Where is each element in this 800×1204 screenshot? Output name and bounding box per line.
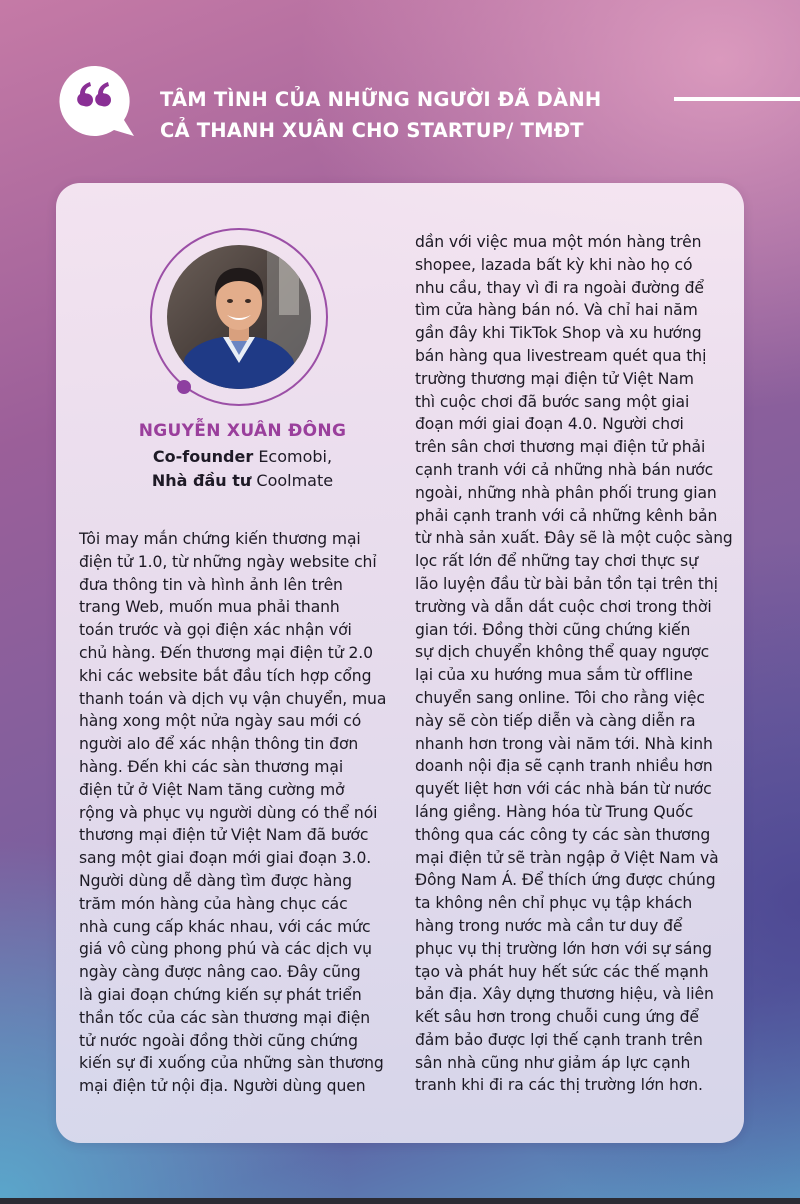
ring-accent-dot — [177, 380, 191, 394]
article-line: tạo và phát huy hết sức các thế mạnh — [415, 962, 709, 981]
article-line: ngoài, những nhà phân phối trung gian — [415, 483, 717, 502]
article-line: giá vô cùng phong phú và các dịch vụ — [79, 940, 372, 959]
article-line: bán hàng qua livestream quét qua thị — [415, 346, 707, 365]
article-line: nhà cung cấp khác nhau, với các mức — [79, 917, 371, 936]
page-title-line-1: TÂM TÌNH CỦA NHỮNG NGƯỜI ĐÃ DÀNH — [160, 88, 602, 111]
article-line: hàng trong nước mà cần tư duy để — [415, 916, 683, 935]
article-line: tìm cửa hàng bán nó. Và chỉ hai năm — [415, 301, 698, 320]
role-cofounder — [80, 447, 405, 466]
article-line: trên sân chơi thương mại điện tử phải — [415, 438, 706, 457]
role-title: Co-founder — [152, 447, 254, 466]
article-line: chủ hàng. Đến thương mại điện tử 2.0 — [79, 643, 373, 662]
article-line: thương mại điện tử Việt Nam đã bước — [79, 826, 369, 845]
article-line: trăm món hàng của hàng chục các — [79, 894, 348, 913]
article-line: quyết liệt hơn với các nhà bán từ nước — [415, 780, 712, 799]
role-organization: Coolmate — [256, 471, 334, 490]
article-line: shopee, lazada bất kỳ khi nào họ có — [415, 255, 693, 274]
article-line: chuyển sang online. Tôi cho rằng việc — [415, 688, 705, 707]
article-line: dần với việc mua một món hàng trên — [415, 233, 702, 251]
article-line: sân nhà cũng như giảm áp lực cạnh — [415, 1053, 691, 1072]
role-organization: Ecomobi, — [258, 447, 333, 466]
article-line: người alo để xác nhận thông tin đơn — [79, 735, 359, 754]
article-line: toán trước và gọi điện xác nhận với — [79, 621, 352, 640]
bottom-strip — [0, 1198, 800, 1204]
article-line: sự dịch chuyển không thể quay ngược — [415, 643, 710, 662]
article-line: điện tử ở Việt Nam tăng cường mở — [79, 780, 345, 799]
role-title: Nhà đầu tư — [151, 471, 252, 490]
article-line: hàng. Đến khi các sàn thương mại — [79, 757, 344, 776]
article-line: ta không nên chỉ phục vụ tập khách — [415, 894, 693, 913]
article-line: sang một giai đoạn mới giai đoạn 3.0. — [79, 849, 372, 868]
article-line: nhu cầu, thay vì đi ra ngoài đường để — [415, 278, 704, 297]
article-line: doanh nội địa sẽ cạnh tranh nhiều hơn — [415, 757, 713, 776]
article-column-left — [79, 528, 397, 1098]
page-title-line-2: CẢ THANH XUÂN CHO STARTUP/ TMĐT — [160, 119, 584, 142]
article-line: phục vụ thị trường lớn hơn với sự sáng — [415, 939, 712, 958]
article-line: này sẽ còn tiếp diễn và càng diễn ra — [415, 711, 696, 730]
quote-bubble-icon — [58, 64, 136, 138]
article-line: nhanh hơn trong vài năm tới. Nhà kinh — [415, 734, 713, 753]
article-line: Tôi may mắn chứng kiến thương mại — [79, 530, 361, 548]
person-name: NGUYỄN XUÂN ĐÔNG — [138, 421, 347, 441]
article-line: Người dùng dễ dàng tìm được hàng — [79, 871, 352, 890]
article-line: mại điện tử nội địa. Người dùng quen — [79, 1077, 366, 1096]
role-investor — [80, 471, 405, 490]
article-line: Đông Nam Á. Để thích ứng được chúng — [415, 871, 716, 890]
article-line: ngày càng được nâng cao. Đây cũng — [79, 963, 361, 982]
article-line: là giai đoạn chứng kiến sự phát triển — [79, 985, 362, 1004]
article-line: khi các website bắt đầu tích hợp cổng — [79, 666, 372, 685]
article-line: lão luyện đầu từ bài bản tồn tại trên thị — [415, 574, 718, 593]
article-line: đưa thông tin và hình ảnh lên trên — [79, 575, 343, 594]
article-line: bản địa. Xây dựng thương hiệu, và liên — [415, 985, 714, 1004]
article-column-right — [415, 231, 733, 1097]
article-line: láng giềng. Hàng hóa từ Trung Quốc — [415, 802, 694, 821]
article-line: đảm bảo được lợi thế cạnh tranh trên — [415, 1030, 703, 1049]
article-line: gần đây khi TikTok Shop và xu hướng — [415, 324, 702, 343]
article-line: đoạn mới giai đoạn 4.0. Người chơi — [415, 415, 684, 434]
person-photo — [167, 245, 311, 389]
article-line: trang Web, muốn mua phải thanh — [79, 598, 340, 617]
article-line: gian tới. Đồng thời cũng chứng kiến — [415, 620, 691, 639]
article-line: thần tốc của các sàn thương mại điện — [79, 1008, 371, 1027]
article-line: từ nhà sản xuất. Đây sẽ là một cuộc sàng — [415, 529, 733, 548]
article-line: phải cạnh tranh với cả những kênh bản — [415, 506, 718, 525]
article-line: rộng và phục vụ người dùng có thể nói — [79, 803, 378, 822]
article-line: cạnh tranh với cả những nhà bán nước — [415, 460, 714, 479]
article-line: điện tử 1.0, từ những ngày website chỉ — [79, 552, 377, 571]
article-line: lại của xu hướng mua sắm từ offline — [415, 666, 693, 685]
article-line: lọc rất lớn để những tay chơi thực sự — [415, 552, 698, 571]
article-line: mại điện tử sẽ tràn ngập ở Việt Nam và — [415, 848, 719, 867]
header-divider — [674, 97, 800, 101]
article-line: kiến sự đi xuống của những sàn thương — [79, 1054, 384, 1073]
article-line: thì cuộc chơi đã bước sang một giai — [415, 392, 690, 411]
article-line: trường và dẫn dắt cuộc chơi trong thời — [415, 597, 712, 616]
article-line: tranh khi đi ra các thị trường lớn hơn. — [415, 1076, 703, 1095]
article-line: kết sâu hơn trong chuỗi cung ứng để — [415, 1008, 699, 1027]
article-line: tử nước ngoài đồng thời cũng chứng — [79, 1031, 358, 1050]
article-line: thông qua các công ty các sàn thương — [415, 825, 711, 844]
page-title — [160, 84, 660, 146]
article-line: hàng xong một nửa ngày sau mới có — [79, 712, 362, 731]
article-line: trường thương mại điện tử Việt Nam — [415, 369, 694, 388]
article-line: thanh toán và dịch vụ vận chuyển, mua — [79, 689, 387, 708]
